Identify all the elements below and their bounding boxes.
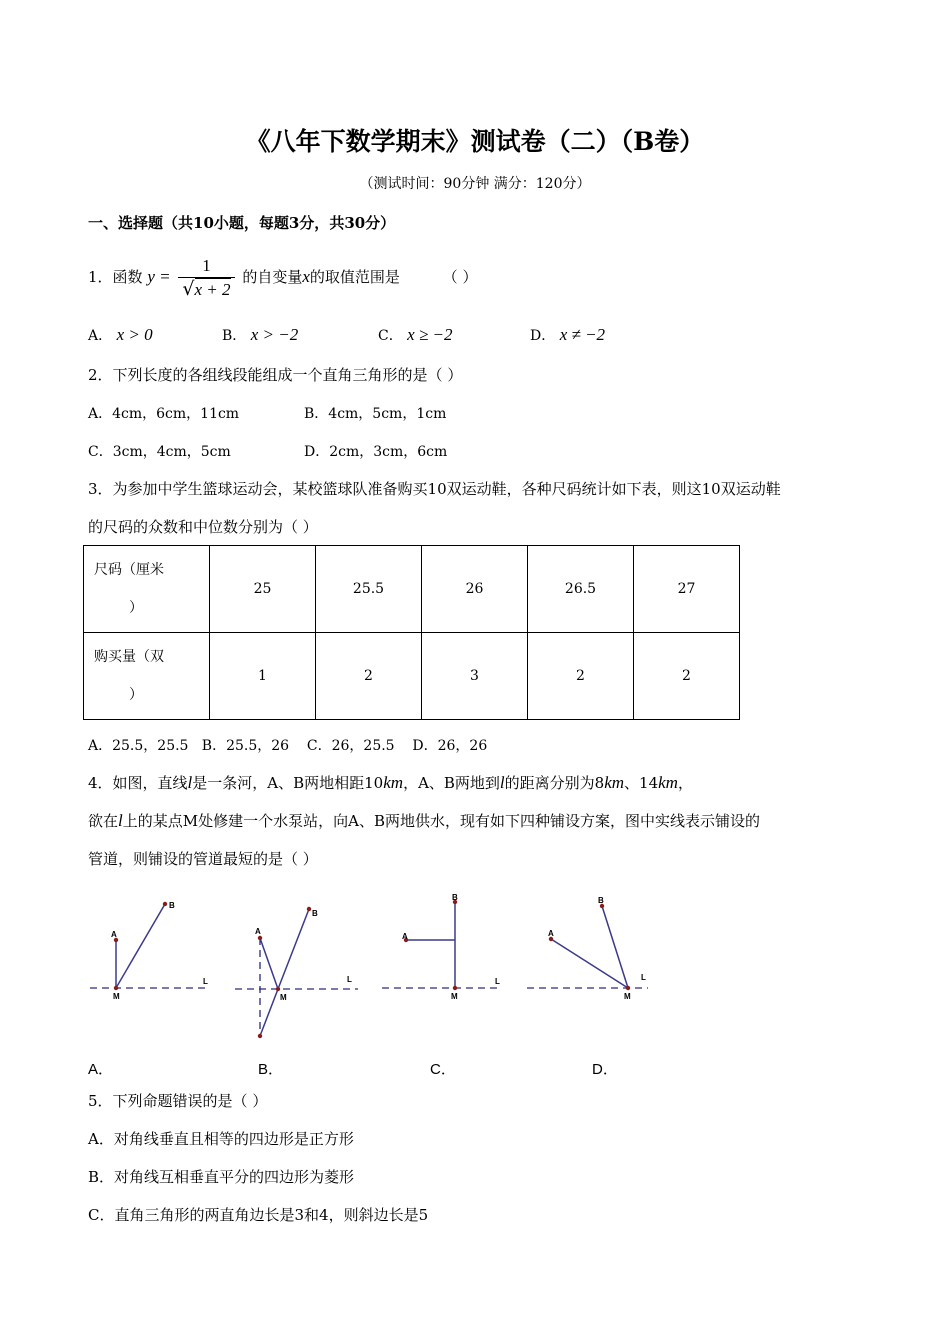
question-4-line-2 xyxy=(88,810,760,831)
pipe xyxy=(260,989,278,1036)
label-b: B xyxy=(452,893,458,902)
q4-unit: km xyxy=(658,773,678,792)
table-header-size xyxy=(84,546,210,633)
q1-var: x xyxy=(302,267,310,286)
label-l: L xyxy=(347,975,352,984)
label-l: L xyxy=(495,977,500,986)
table-cell: 26 xyxy=(422,546,528,633)
q1-prefix: 1．函数 xyxy=(88,268,143,286)
question-1 xyxy=(88,255,477,301)
point-m xyxy=(276,987,280,991)
q4-line-symbol: l xyxy=(118,811,123,830)
diagram-c xyxy=(382,893,502,1001)
point-m xyxy=(453,986,457,990)
q5-option-a: A．对角线垂直且相等的四边形是正方形 xyxy=(88,1130,354,1148)
q1-option-expr: x > −2 xyxy=(250,325,299,344)
table-row xyxy=(84,546,740,633)
q4-text: 4．如图，直线 xyxy=(88,774,188,792)
diagram-a xyxy=(90,901,210,1001)
test-info: （测试时间：90分钟 满分：120分） xyxy=(359,176,591,192)
q4-text: 上的某点M处修建一个水泵站，向A、B两地供水，现有如下四种铺设方案，图中实线表示铺设的 xyxy=(122,812,760,830)
point-a-reflection xyxy=(258,1034,262,1038)
diagram-option-a: A． xyxy=(88,1061,114,1078)
q1-option-expr: x ≥ −2 xyxy=(407,325,453,344)
q4-text: ， xyxy=(677,774,693,792)
q2-option-c: C．3cm，4cm，5cm xyxy=(88,444,231,460)
diagram-b xyxy=(235,907,358,1038)
q2-option-d: D．2cm，3cm，6cm xyxy=(304,444,448,460)
point-b xyxy=(307,907,311,911)
table-cell: 3 xyxy=(422,633,528,720)
pipe xyxy=(602,906,628,988)
header-text: ） xyxy=(129,600,143,616)
q4-line-symbol: l xyxy=(499,773,505,792)
q1-radicand: x + 2 xyxy=(194,280,231,299)
table-cell: 2 xyxy=(634,633,740,720)
header-text: ） xyxy=(129,687,143,703)
label-b: B xyxy=(169,901,175,910)
pipe xyxy=(551,939,628,988)
table-cell: 25.5 xyxy=(316,546,422,633)
point-b xyxy=(163,902,167,906)
q1-option-a xyxy=(88,325,153,345)
q4-text: ，A、B两地到 xyxy=(403,774,500,792)
q2-option-b: B．4cm，5cm，1cm xyxy=(304,406,447,422)
question-3-line-2: 的尺码的众数和中位数分别为（ ） xyxy=(88,518,318,536)
label-m: M xyxy=(451,992,458,1001)
diagram-option-b: B． xyxy=(258,1061,284,1078)
q1-option-label: B． xyxy=(222,328,247,344)
q1-option-c xyxy=(378,325,453,345)
point-m xyxy=(626,986,630,990)
label-a: A xyxy=(111,930,117,939)
q4-line-symbol: l xyxy=(187,773,193,792)
diagram-d xyxy=(527,896,648,1001)
q5-option-c: C．直角三角形的两直角边长是3和4，则斜边长是5 xyxy=(88,1206,429,1224)
q4-text: 是一条河，A、B两地相距10 xyxy=(192,774,384,792)
q1-option-label: A． xyxy=(88,328,113,344)
label-m: M xyxy=(280,993,287,1002)
table-cell: 25 xyxy=(210,546,316,633)
q1-fraction xyxy=(178,255,234,301)
q4-text: 欲在 xyxy=(88,812,119,830)
table-cell: 26.5 xyxy=(528,546,634,633)
table-cell: 2 xyxy=(528,633,634,720)
question-3-line-1: 3．为参加中学生篮球运动会，某校篮球队准备购买10双运动鞋，各种尺码统计如下表，则这10双运动鞋 xyxy=(88,480,781,498)
pipe xyxy=(260,938,278,989)
table-cell: 1 xyxy=(210,633,316,720)
label-m: M xyxy=(113,992,120,1001)
q4-diagrams xyxy=(80,890,680,1090)
q1-option-d xyxy=(530,325,605,345)
diagram-option-d: D． xyxy=(592,1061,618,1078)
q4-unit: km xyxy=(604,773,625,792)
page-title: 《八年下数学期末》测试卷（二）（B卷） xyxy=(245,127,705,156)
q4-text: 、14 xyxy=(624,774,659,792)
q1-option-b xyxy=(222,325,298,345)
q1-text-a: 的自变量 xyxy=(242,268,303,286)
pipe xyxy=(116,904,165,988)
question-2: 2．下列长度的各组线段能组成一个直角三角形的是（ ） xyxy=(88,366,463,384)
table-row xyxy=(84,633,740,720)
q1-option-label: C． xyxy=(378,328,403,344)
q1-option-label: D． xyxy=(530,328,556,344)
q4-unit: km xyxy=(383,773,404,792)
diagram-option-c: C． xyxy=(430,1061,456,1078)
point-m xyxy=(114,986,118,990)
q2-option-a: A．4cm，6cm，11cm xyxy=(88,406,240,422)
question-5: 5．下列命题错误的是（ ） xyxy=(88,1092,268,1110)
label-a: A xyxy=(548,929,554,938)
header-text: 购买量（双 xyxy=(94,649,164,665)
label-a: A xyxy=(402,932,408,941)
question-4-line-3: 管道，则铺设的管道最短的是（ ） xyxy=(88,850,318,868)
q1-denominator: √x + 2 xyxy=(178,277,234,301)
q1-lhs: y = xyxy=(147,267,171,286)
question-4-line-1 xyxy=(88,772,693,793)
q1-option-expr: x ≠ −2 xyxy=(559,325,606,344)
q4-text: 的距离分别为8 xyxy=(504,774,605,792)
shoe-size-table xyxy=(83,545,740,720)
q5-option-b: B．对角线互相垂直平分的四边形为菱形 xyxy=(88,1168,355,1186)
label-l: L xyxy=(641,973,646,982)
label-l: L xyxy=(203,977,208,986)
q1-blank: （ ） xyxy=(442,268,478,286)
section-heading: 一、选择题（共10小题，每题3分，共30分） xyxy=(88,214,396,232)
label-b: B xyxy=(312,909,318,918)
header-text: 尺码（厘米 xyxy=(94,562,164,578)
point-a xyxy=(258,936,262,940)
label-b: B xyxy=(598,896,604,905)
q1-numerator: 1 xyxy=(202,256,211,275)
table-header-quantity xyxy=(84,633,210,720)
label-a: A xyxy=(255,927,261,936)
table-cell: 2 xyxy=(316,633,422,720)
q1-option-expr: x > 0 xyxy=(116,325,153,344)
q1-text-b: 的取值范围是 xyxy=(309,268,400,286)
q3-options: A．25.5，25.5 B．25.5，26 C．26，25.5 D．26，26 xyxy=(88,738,488,754)
table-cell: 27 xyxy=(634,546,740,633)
pipe xyxy=(278,909,309,989)
label-m: M xyxy=(624,992,631,1001)
